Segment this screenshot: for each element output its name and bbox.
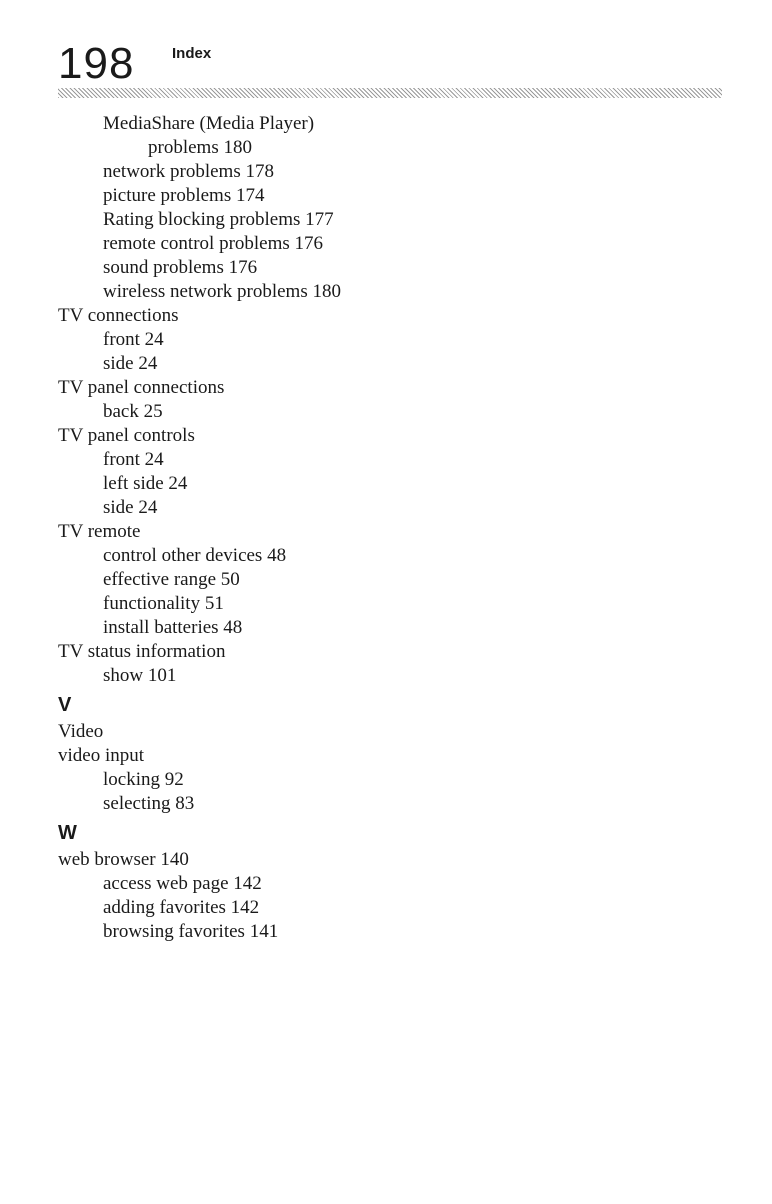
index-entry: web browser 140	[58, 849, 189, 870]
index-entry: TV status information	[58, 641, 226, 662]
index-subentry: locking 92	[103, 769, 184, 790]
page-number: 198	[58, 39, 135, 88]
index-subentry: remote control problems 176	[103, 233, 324, 254]
index-section-letter: V	[58, 694, 72, 716]
index-subentry: functionality 51	[103, 593, 224, 614]
index-list	[58, 112, 698, 944]
index-entry: Video	[58, 721, 104, 742]
index-subentry: selecting 83	[103, 793, 195, 814]
index-entry: video input	[58, 745, 145, 766]
section-title: Index	[172, 45, 212, 62]
index-subentry: access web page 142	[103, 873, 262, 894]
index-subentry: install batteries 48	[103, 617, 243, 638]
index-entry: TV remote	[58, 521, 141, 542]
index-subentry: problems 180	[148, 137, 252, 158]
index-subentry: front 24	[103, 329, 164, 350]
index-subentry: front 24	[103, 449, 164, 470]
index-subentry: effective range 50	[103, 569, 240, 590]
header-rule	[58, 88, 722, 98]
index-subentry: network problems 178	[103, 161, 274, 182]
index-subentry: side 24	[103, 497, 158, 518]
index-subentry: control other devices 48	[103, 545, 287, 566]
index-subentry: Rating blocking problems 177	[103, 209, 334, 230]
index-section-letter: W	[58, 822, 77, 844]
index-subentry: wireless network problems 180	[103, 281, 341, 302]
index-subentry: adding favorites 142	[103, 897, 260, 918]
index-subentry: back 25	[103, 401, 163, 422]
page-header	[58, 40, 722, 98]
index-subentry: picture problems 174	[103, 185, 265, 206]
index-subentry: left side 24	[103, 473, 188, 494]
index-subentry: MediaShare (Media Player)	[103, 113, 315, 134]
index-entry: TV panel connections	[58, 377, 225, 398]
index-subentry: sound problems 176	[103, 257, 258, 278]
index-entry: TV panel controls	[58, 425, 195, 446]
index-entry: TV connections	[58, 305, 179, 326]
index-subentry: show 101	[103, 665, 177, 686]
index-subentry: browsing favorites 141	[103, 921, 279, 942]
index-subentry: side 24	[103, 353, 158, 374]
